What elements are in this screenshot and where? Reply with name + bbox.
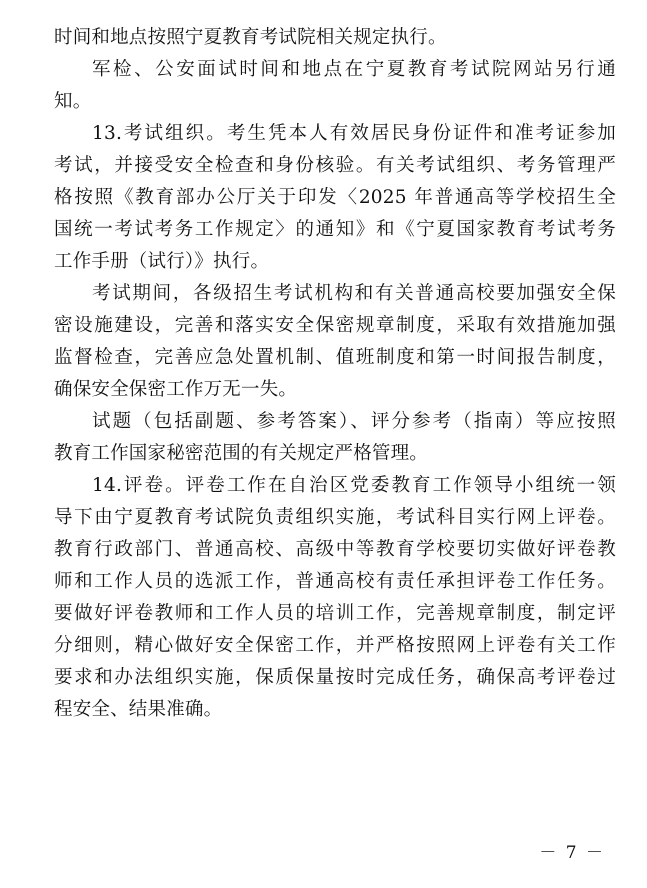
text-line: 试题（包括副题、参考答案）、评分参考（指南）等应按照 [92,411,616,432]
text-line: 要求和办法组织实施，保质保量按时完成任务，确保高考评卷过 [54,667,616,688]
text-line: 考试期间，各级招生考试机构和有关普通高校要加强安全保 [92,283,616,304]
text-line: 监督检查，完善应急处置机制、值班制度和第一时间报告制度， [54,347,616,368]
text-line: 国统一考试考务工作规定〉的通知》和《宁夏国家教育考试考务 [54,219,616,240]
text-line: 分细则，精心做好安全保密工作，并严格按照网上评卷有关工作 [54,635,616,656]
page-number: － 7 － [539,843,605,863]
document-body [54,22,616,726]
text-line: 教育工作国家秘密范围的有关规定严格管理。 [54,443,429,464]
text-line: 密设施建设，完善和落实安全保密规章制度，采取有效措施加强 [54,315,616,336]
text-line: 要做好评卷教师和工作人员的培训工作，完善规章制度，制定评 [54,603,616,624]
text-line: 格按照《教育部办公厅关于印发〈2025 年普通高等学校招生全 [54,187,616,208]
text-line: 考试，并接受安全检查和身份核验。有关考试组织、考务管理严 [54,155,616,176]
text-line: 导下由宁夏教育考试院负责组织实施，考试科目实行网上评卷。 [54,507,616,528]
text-line: 时间和地点按照宁夏教育考试院相关规定执行。 [54,27,447,48]
text-line: 教育行政部门、普通高校、高级中等教育学校要切实做好评卷教 [54,539,616,560]
text-line: 知。 [54,91,92,112]
text-line: 确保安全保密工作万无一失。 [54,379,298,400]
text-line: 程安全、结果准确。 [54,699,223,720]
text-line: 军检、公安面试时间和地点在宁夏教育考试院网站另行通 [92,59,616,80]
text-line: 师和工作人员的选派工作，普通高校有责任承担评卷工作任务。 [54,571,616,592]
text-line: 13.考试组织。考生凭本人有效居民身份证件和准考证参加 [92,123,616,144]
text-line: 工作手册（试行）》执行。 [54,251,270,272]
text-line: 14.评卷。评卷工作在自治区党委教育工作领导小组统一领 [92,475,616,496]
